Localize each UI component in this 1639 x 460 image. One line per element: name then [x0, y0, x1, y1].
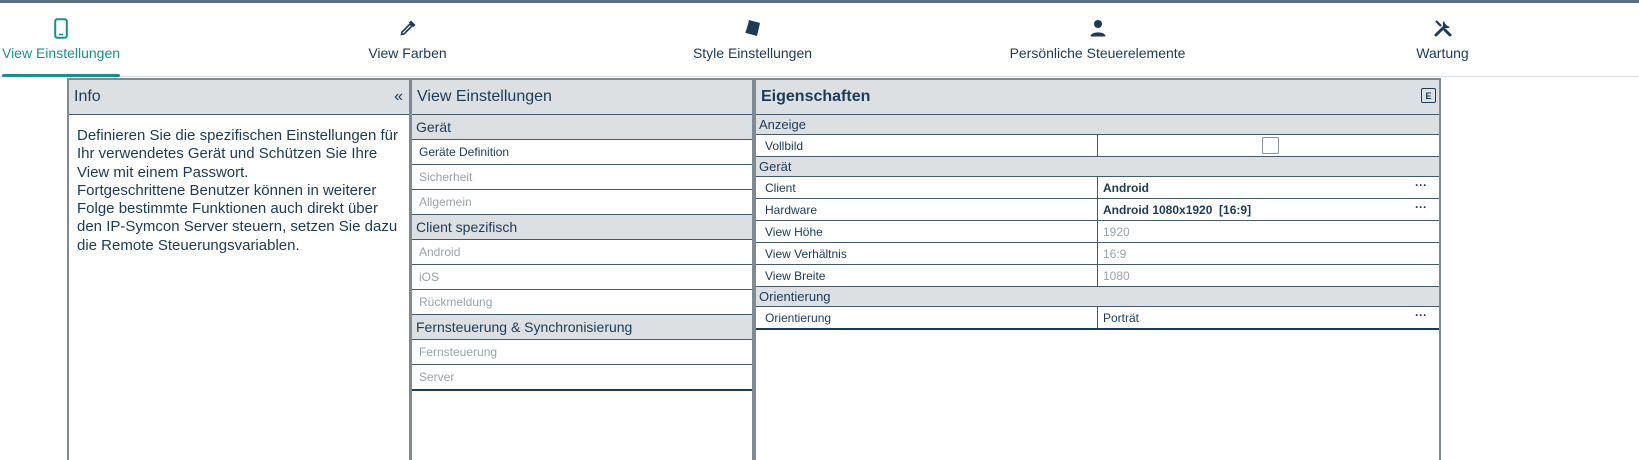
- prop-label: Vollbild: [756, 135, 1098, 156]
- active-tab-indicator: [2, 74, 120, 77]
- prop-value: [1098, 135, 1439, 156]
- prop-label: Orientierung: [756, 307, 1098, 328]
- view-hoehe-value: 1920: [1103, 224, 1130, 239]
- client-value[interactable]: [1098, 177, 1439, 198]
- tab-label: Style Einstellungen: [692, 45, 813, 61]
- prop-row-orientierung: [756, 307, 1439, 330]
- tools-icon: [1433, 17, 1453, 39]
- orientierung-value-text: Porträt: [1103, 310, 1140, 325]
- vollbild-checkbox[interactable]: [1262, 137, 1279, 154]
- prop-row-vollbild: [756, 135, 1439, 157]
- tab-bar: [0, 3, 1639, 77]
- tab-view-einstellungen[interactable]: [2, 3, 120, 76]
- tab-label: Wartung: [1416, 45, 1469, 61]
- view-verhaeltnis-value: 16:9: [1103, 246, 1127, 261]
- tab-label: View Einstellungen: [1, 45, 121, 61]
- info-panel: [67, 78, 411, 460]
- prop-section-orientierung: Orientierung: [756, 287, 1439, 307]
- nav-item-fernsteuerung[interactable]: Fernsteuerung: [412, 340, 752, 365]
- tab-label: View Farben: [368, 45, 447, 61]
- orientierung-value[interactable]: [1098, 307, 1439, 328]
- info-text: Definieren Sie die spezifischen Einstellungen für Ihr verwendetes Gerät und Schützen Sie Ihre View mit einem Passwort. Fortgeschrittene Benutzer können in weiterer Folge bestimmte Funktionen auch direkt über den IP-Symcon Server steuern, setzen Sie dazu die Remote Steuerungsvariablen.: [77, 127, 399, 254]
- view-settings-panel: [410, 78, 754, 460]
- info-title: Info: [74, 88, 101, 105]
- client-value-text: Android: [1103, 180, 1149, 195]
- section-geraet: Gerät: [412, 115, 752, 140]
- nav-item-android[interactable]: Android: [412, 240, 752, 265]
- prop-label: Hardware: [756, 199, 1098, 220]
- nav-item-rueckmeldung[interactable]: Rückmeldung: [412, 290, 752, 315]
- prop-section-anzeige: Anzeige: [756, 115, 1439, 135]
- phone-icon: [54, 17, 68, 39]
- collapse-icon[interactable]: «: [394, 88, 403, 105]
- tab-label: Persönliche Steuerelemente: [1009, 45, 1186, 61]
- expert-mode-icon[interactable]: E: [1421, 88, 1436, 103]
- prop-label: View Breite: [756, 265, 1098, 286]
- tab-wartung[interactable]: [1410, 3, 1475, 76]
- prop-label: View Höhe: [756, 221, 1098, 242]
- prop-row-view-verhaeltnis: [756, 243, 1439, 265]
- nav-item-server[interactable]: Server: [412, 365, 752, 391]
- hardware-value-text: Android 1080x1920 [16:9]: [1103, 202, 1252, 217]
- properties-panel: [754, 78, 1441, 460]
- hardware-value[interactable]: [1098, 199, 1439, 220]
- tab-style-einstellungen[interactable]: [690, 3, 815, 76]
- prop-section-geraet: Gerät: [756, 157, 1439, 177]
- section-client-spezifisch: Client spezifisch: [412, 215, 752, 240]
- section-fernsteuerung-sync: Fernsteuerung & Synchronisierung: [412, 315, 752, 340]
- nav-item-ios[interactable]: iOS: [412, 265, 752, 290]
- person-icon: [1089, 17, 1107, 39]
- nav-item-geraete-definition[interactable]: Geräte Definition: [412, 140, 752, 165]
- info-header: [69, 80, 409, 115]
- view-settings-header: [412, 80, 752, 115]
- prop-row-client: [756, 177, 1439, 199]
- client-more-button[interactable]: ···: [1415, 178, 1427, 192]
- prop-label: Client: [756, 177, 1098, 198]
- hardware-more-button[interactable]: ···: [1415, 200, 1427, 214]
- tab-persoenliche-steuerelemente[interactable]: [1010, 3, 1185, 76]
- prop-row-view-breite: [756, 265, 1439, 287]
- orientierung-more-button[interactable]: ···: [1415, 308, 1427, 322]
- eyedropper-icon: [398, 17, 418, 39]
- prop-label: View Verhältnis: [756, 243, 1098, 264]
- view-settings-title: View Einstellungen: [417, 88, 552, 105]
- style-swatch-icon: [743, 17, 763, 39]
- view-breite-value: 1080: [1103, 268, 1130, 283]
- prop-row-hardware: [756, 199, 1439, 221]
- tab-view-farben[interactable]: [360, 3, 455, 76]
- nav-item-allgemein[interactable]: Allgemein: [412, 190, 752, 215]
- properties-header: [756, 80, 1439, 115]
- prop-row-view-hoehe: [756, 221, 1439, 243]
- properties-title: Eigenschaften: [761, 88, 871, 105]
- nav-item-sicherheit[interactable]: Sicherheit: [412, 165, 752, 190]
